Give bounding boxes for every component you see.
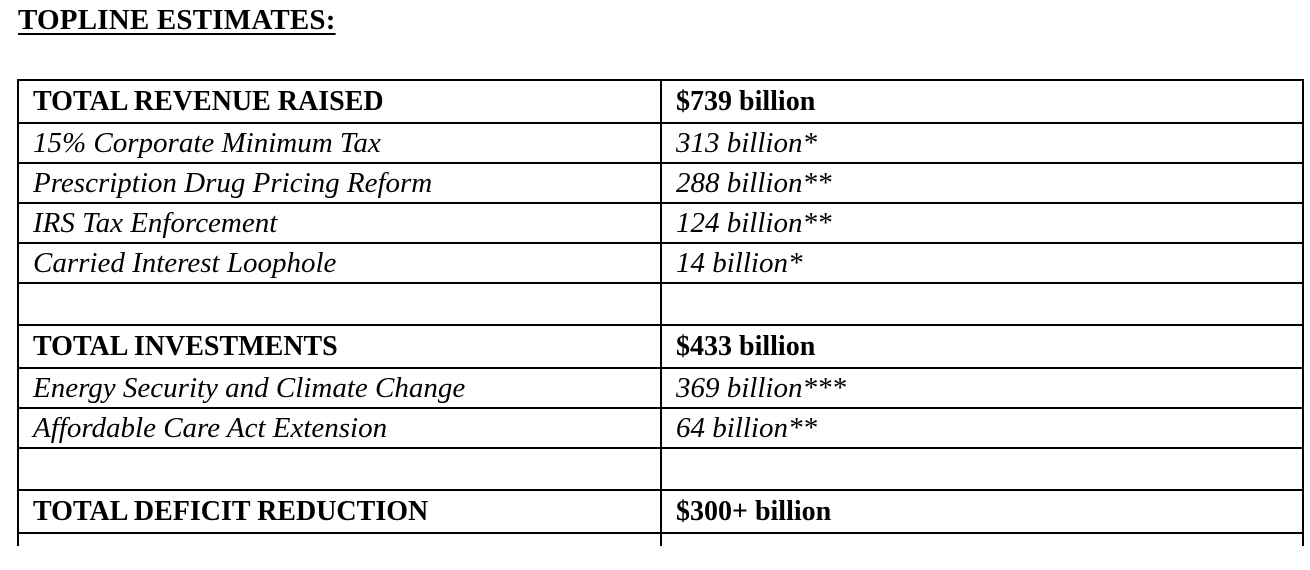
row-value: 313 billion* [661, 123, 1303, 163]
table-row-total-deficit-reduction [18, 490, 1303, 533]
table-row-empty [18, 283, 1303, 325]
table-row [18, 243, 1303, 283]
row-label: IRS Tax Enforcement [18, 203, 661, 243]
row-value: 124 billion** [661, 203, 1303, 243]
row-label: TOTAL REVENUE RAISED [18, 80, 661, 123]
row-label: TOTAL INVESTMENTS [18, 325, 661, 368]
table-row-cropped [18, 533, 1303, 546]
table-row [18, 123, 1303, 163]
document-title: TOPLINE ESTIMATES: [18, 4, 336, 36]
empty-cell [18, 283, 661, 325]
row-label: 15% Corporate Minimum Tax [18, 123, 661, 163]
topline-estimates-table [17, 79, 1304, 546]
empty-cell [661, 448, 1303, 490]
table-row [18, 163, 1303, 203]
table-row-total-revenue [18, 80, 1303, 123]
table-row [18, 408, 1303, 448]
empty-cell [18, 533, 661, 546]
row-value: 369 billion*** [661, 368, 1303, 408]
row-value: $433 billion [661, 325, 1303, 368]
table-row-total-investments [18, 325, 1303, 368]
row-label: Affordable Care Act Extension [18, 408, 661, 448]
table-row-empty [18, 448, 1303, 490]
table-row [18, 203, 1303, 243]
row-value: 64 billion** [661, 408, 1303, 448]
row-label: Carried Interest Loophole [18, 243, 661, 283]
row-value: $739 billion [661, 80, 1303, 123]
row-value: 14 billion* [661, 243, 1303, 283]
row-value: 288 billion** [661, 163, 1303, 203]
empty-cell [661, 533, 1303, 546]
row-label: Energy Security and Climate Change [18, 368, 661, 408]
empty-cell [18, 448, 661, 490]
empty-cell [661, 283, 1303, 325]
table-row [18, 368, 1303, 408]
row-label: TOTAL DEFICIT REDUCTION [18, 490, 661, 533]
row-value: $300+ billion [661, 490, 1303, 533]
row-label: Prescription Drug Pricing Reform [18, 163, 661, 203]
